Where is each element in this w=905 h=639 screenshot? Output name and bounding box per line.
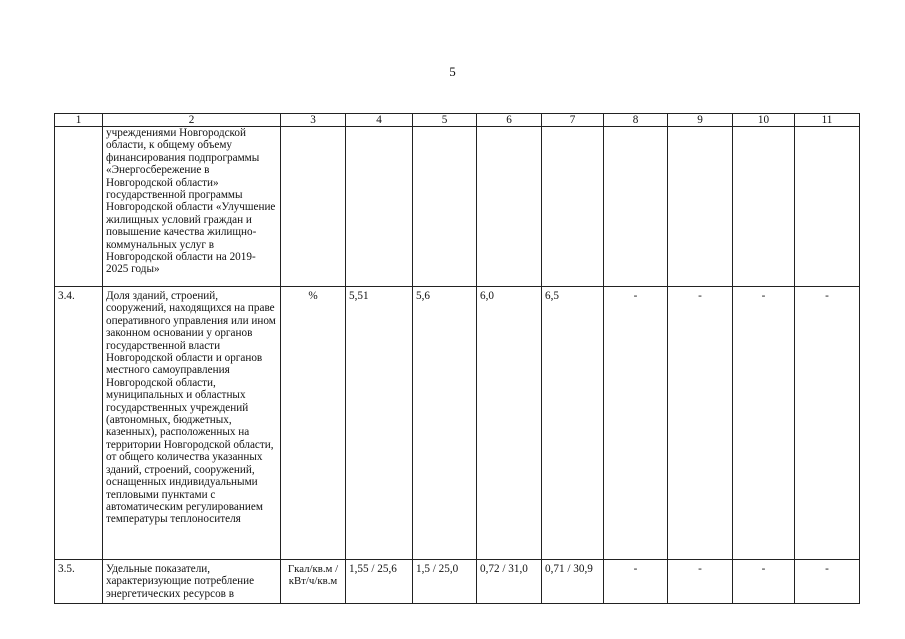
value-cell [795,127,860,287]
value-cell [733,127,795,287]
value-cell: 5,6 [413,287,477,560]
row-number: 3.4. [55,287,103,560]
value-cell: 1,5 / 25,0 [413,560,477,604]
indicator-text: Удельные показатели, характеризующие потребление энергетических ресурсов в [103,560,281,604]
table-row [55,287,860,560]
column-header: 5 [413,114,477,127]
value-cell: 0,72 / 31,0 [477,560,542,604]
column-header: 3 [281,114,346,127]
value-cell: - [795,560,860,604]
value-cell: - [604,287,668,560]
value-cell [604,127,668,287]
column-header: 10 [733,114,795,127]
indicator-text: учреждениями Новгородской области, к общему объему финансирования подпрограммы «Энергосбережение в Новгородской области» государственной программы Новгородской области «Улучшение жилищных условий граждан и повышение качества жилищно-коммунальных услуг в Новгородской области на 2019-2025 годы» [103,127,281,287]
value-cell [477,127,542,287]
table-row [55,127,860,287]
value-cell: 1,55 / 25,6 [346,560,413,604]
unit-cell: % [281,287,346,560]
value-cell: - [733,287,795,560]
column-header: 1 [55,114,103,127]
value-cell [413,127,477,287]
indicator-text: Доля зданий, строений, сооружений, находящихся на праве оперативного управления или ином законном основании у органов государственной власти Новгородской области и органов местного самоуправления Новгородской области, муниципальных и областных государственных учреждений (автономных, бюджетных, казенных), расположенных на территории Новгородской области, от общего количества указанных зданий, строений, сооружений, оснащенных индивидуальными тепловыми пунктами с автоматическим регулированием температуры теплоносителя [103,287,281,560]
value-cell [668,127,733,287]
unit-cell: Гкал/кв.м / кВт/ч/кв.м [281,560,346,604]
value-cell: - [795,287,860,560]
value-cell [346,127,413,287]
header-row [55,114,860,127]
column-header: 9 [668,114,733,127]
value-cell: - [604,560,668,604]
value-cell: 6,5 [542,287,604,560]
row-number [55,127,103,287]
column-header: 8 [604,114,668,127]
column-header: 2 [103,114,281,127]
value-cell: 6,0 [477,287,542,560]
value-cell: 5,51 [346,287,413,560]
value-cell: - [733,560,795,604]
indicators-table [54,113,860,604]
column-header: 6 [477,114,542,127]
row-number: 3.5. [55,560,103,604]
value-cell [542,127,604,287]
column-header: 4 [346,114,413,127]
value-cell: - [668,560,733,604]
column-header: 11 [795,114,860,127]
page-number: 5 [449,64,456,79]
column-header: 7 [542,114,604,127]
unit-cell [281,127,346,287]
value-cell: - [668,287,733,560]
value-cell: 0,71 / 30,9 [542,560,604,604]
table-row [55,560,860,604]
